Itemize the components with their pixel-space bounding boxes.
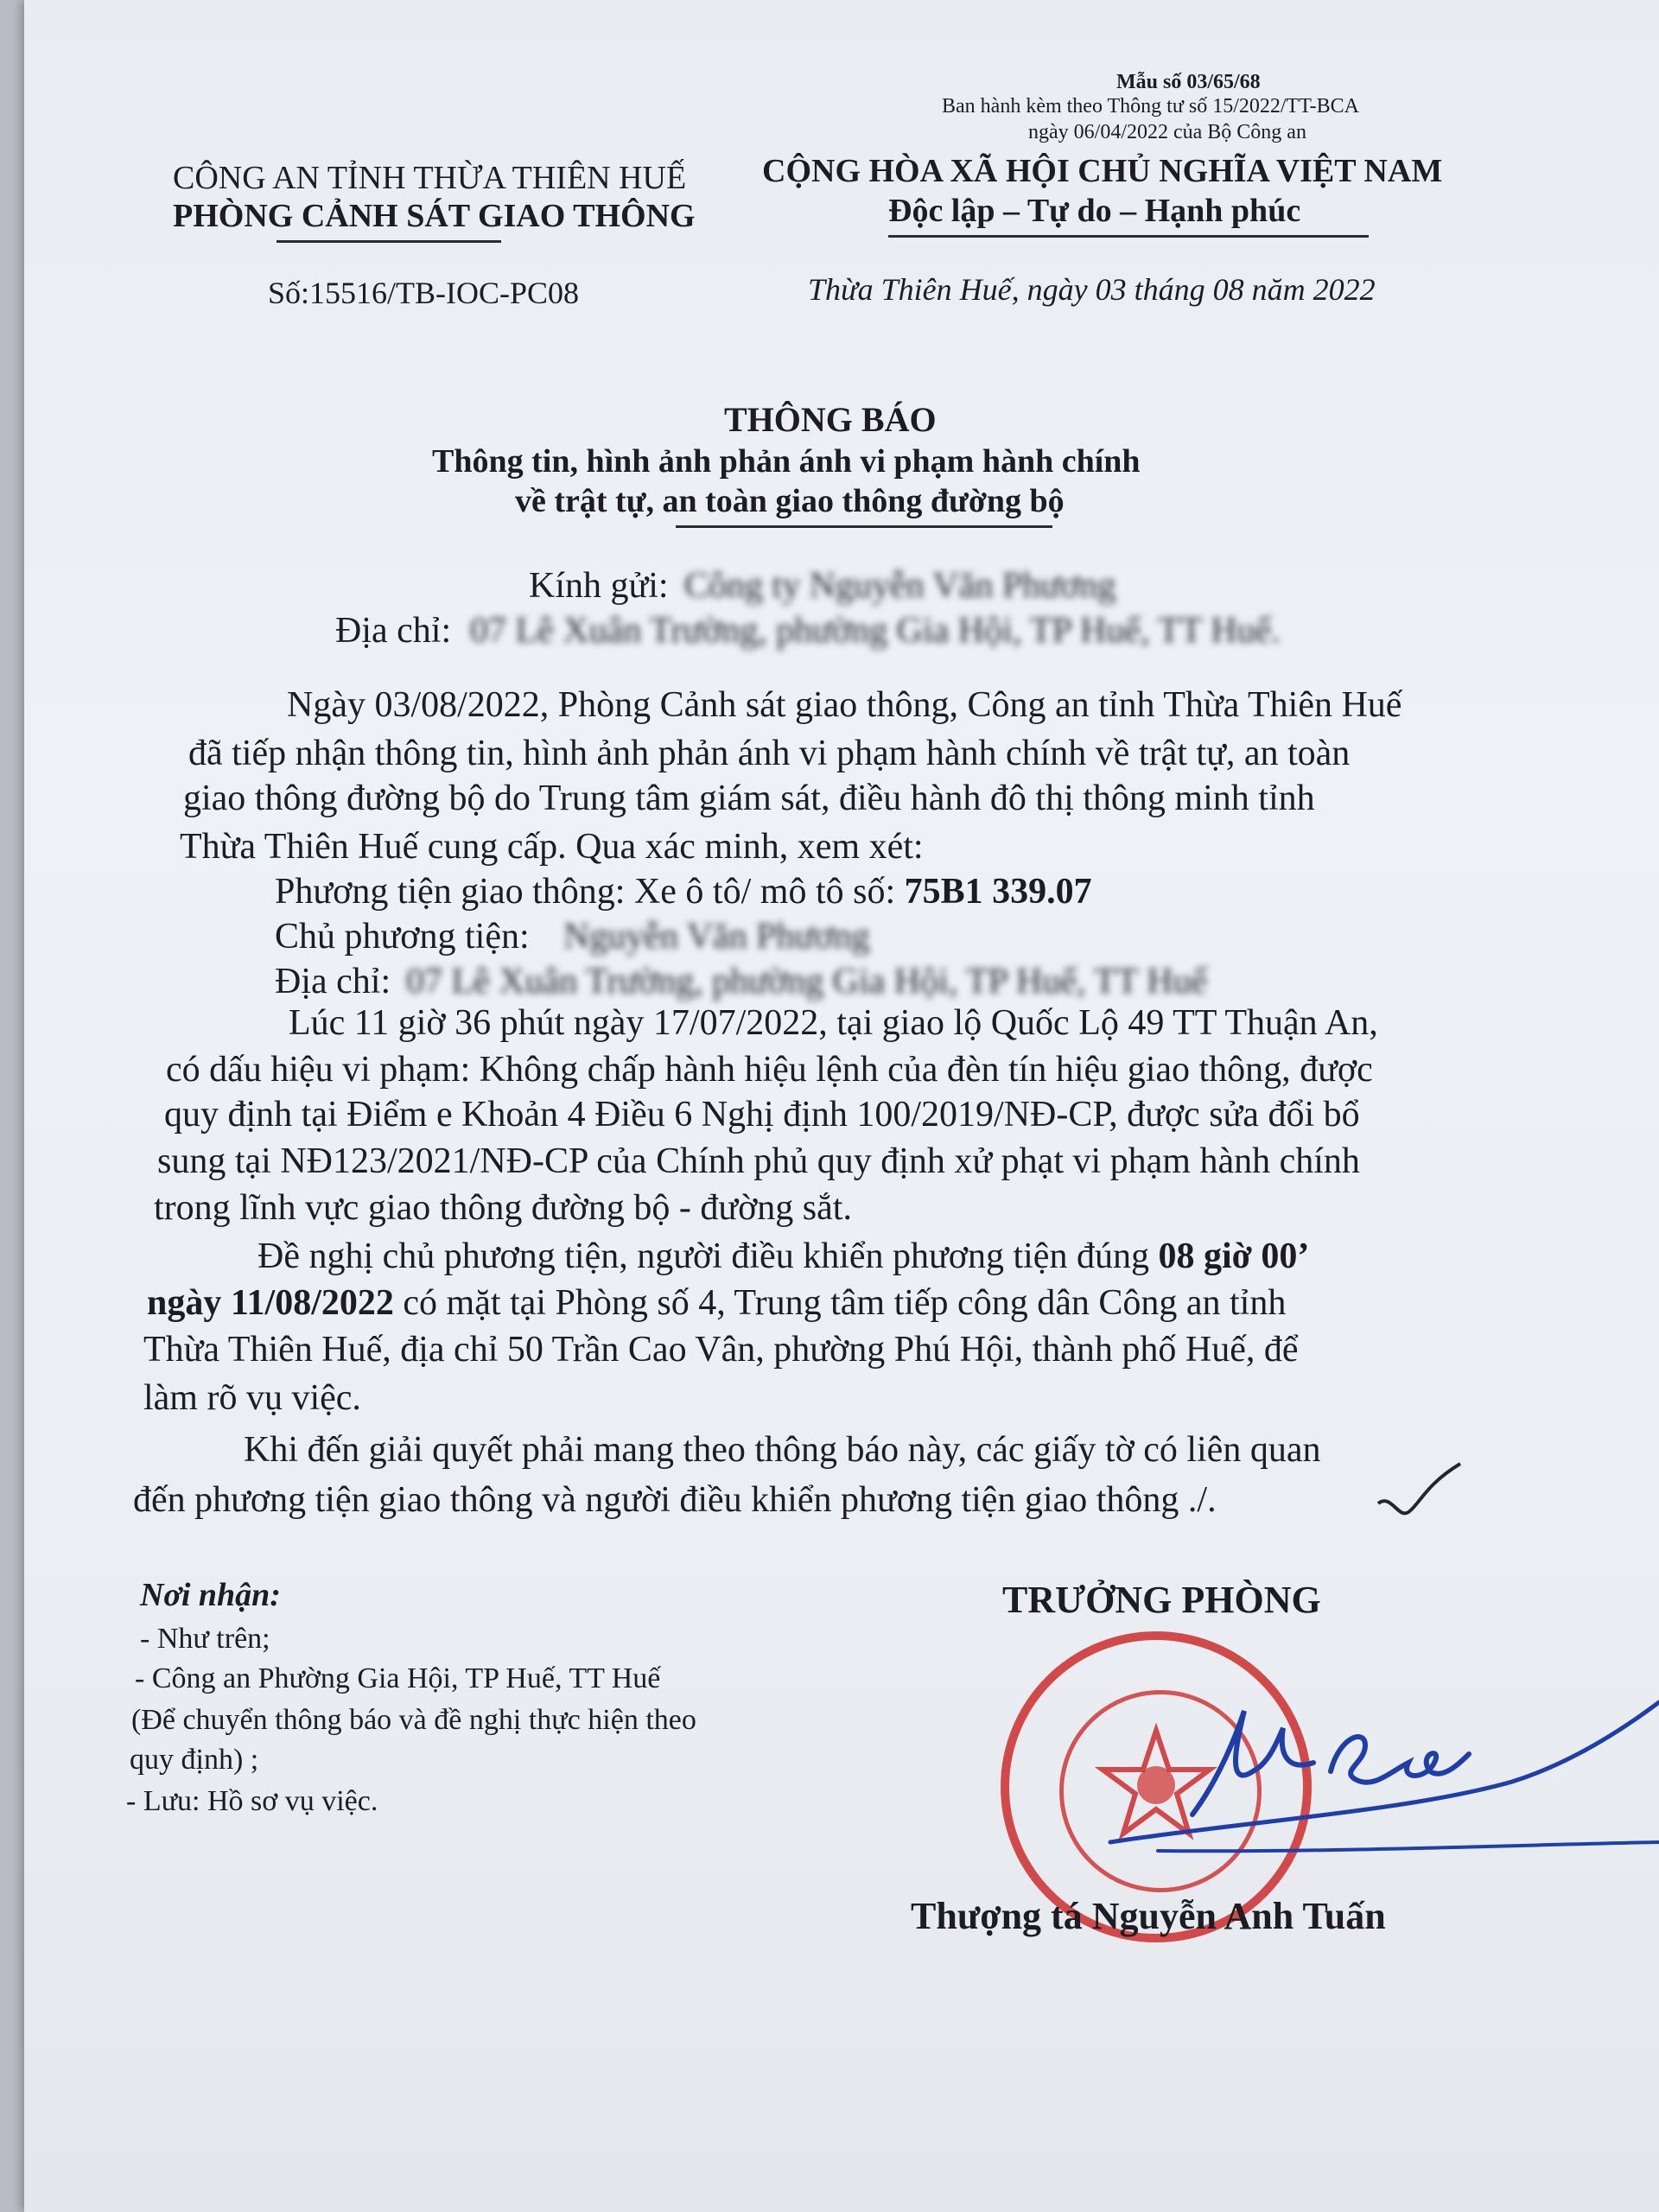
appointment-place: có mặt tại Phòng số 4, Trung tâm tiếp công dân Công an tỉnh — [393, 1283, 1287, 1323]
vehicle-plate: 75B1 339.07 — [904, 872, 1092, 912]
recipients-item: - Lưu: Hồ sơ vụ việc. — [126, 1785, 378, 1817]
recipients-heading: Nơi nhận: — [140, 1577, 281, 1613]
appointment-text: Đề nghị chủ phương tiện, người điều khiển phương tiện đúng — [257, 1236, 1159, 1276]
body-line: đến phương tiện giao thông và người điều khiển phương tiện giao thông ./. — [133, 1480, 1217, 1520]
owner-address: 07 Lê Xuân Trường, phường Gia Hội, TP Huế, TT Huế — [406, 962, 1208, 1001]
notice-subtitle-1: Thông tin, hình ảnh phản ánh vi phạm hành chính — [432, 443, 1141, 480]
appointment-date: ngày 11/08/2022 — [147, 1283, 394, 1323]
recipient-address-label: Địa chỉ: — [335, 611, 452, 651]
body-line: Thừa Thiên Huế, địa chỉ 50 Trần Cao Vân, phường Phú Hội, thành phố Huế, để — [143, 1330, 1299, 1370]
body-line: Thừa Thiên Huế cung cấp. Qua xác minh, xem xét: — [180, 827, 924, 867]
signer-role: TRƯỞNG PHÒNG — [1002, 1579, 1321, 1621]
initial-mark — [1374, 1459, 1469, 1528]
body-line: đã tiếp nhận thông tin, hình ảnh phản ánh vi phạm hành chính về trật tự, an toàn — [188, 734, 1351, 773]
body-line: Khi đến giải quyết phải mang theo thông báo này, các giấy tờ có liên quan — [244, 1430, 1321, 1470]
notice-subtitle-2: về trật tự, an toàn giao thông đường bộ — [515, 483, 1065, 519]
form-issued-line2: ngày 06/04/2022 của Bộ Công an — [1028, 121, 1306, 143]
body-line: có dấu hiệu vi phạm: Không chấp hành hiệu lệnh của đèn tín hiệu giao thông, được — [166, 1050, 1373, 1090]
owner-name: Nguyễn Văn Phương — [563, 917, 870, 957]
recipients-item: quy định) ; — [130, 1744, 259, 1776]
document-number: Số:15516/TB-IOC-PC08 — [268, 276, 580, 310]
body-line: sung tại NĐ123/2021/NĐ-CP của Chính phủ quy định xử phạt vi phạm hành chính — [157, 1141, 1360, 1181]
title-underline — [676, 525, 1052, 528]
body-line: giao thông đường bộ do Trung tâm giám sát, điều hành đô thị thông minh tỉnh — [183, 779, 1315, 818]
body-line: Lúc 11 giờ 36 phút ngày 17/07/2022, tại giao lộ Quốc Lộ 49 TT Thuận An, — [289, 1003, 1378, 1043]
nation-motto: Độc lập – Tự do – Hạnh phúc — [888, 193, 1301, 229]
motto-underline — [888, 235, 1369, 238]
form-issued-line1: Ban hành kèm theo Thông tư số 15/2022/TT-BCA — [942, 95, 1359, 118]
vehicle-label: Phương tiện giao thông: Xe ô tô/ mô tô số: — [275, 872, 905, 912]
notice-title: THÔNG BÁO — [724, 400, 937, 439]
recipient-name: Công ty Nguyễn Văn Phương — [684, 566, 1116, 606]
agency-name: CÔNG AN TỈNH THỪA THIÊN HUẾ — [173, 160, 687, 196]
agency-underline — [276, 240, 501, 243]
body-line: làm rõ vụ việc. — [143, 1378, 361, 1418]
recipients-item: (Để chuyển thông báo và đề nghị thực hiện theo — [131, 1704, 696, 1736]
recipients-item: - Công an Phường Gia Hội, TP Huế, TT Huế — [135, 1662, 661, 1694]
appointment-time: 08 giờ 00’ — [1158, 1236, 1310, 1276]
agency-department: PHÒNG CẢNH SÁT GIAO THÔNG — [173, 198, 696, 234]
form-code: Mẫu số 03/65/68 — [1116, 71, 1261, 93]
document-date: Thừa Thiên Huế, ngày 03 tháng 08 năm 2022 — [808, 272, 1376, 307]
owner-address-label: Địa chỉ: — [275, 962, 391, 1001]
body-line: trong lĩnh vực giao thông đường bộ - đường sắt. — [154, 1188, 852, 1228]
appointment-line-2 — [147, 1282, 1286, 1324]
handwritten-signature — [1106, 1642, 1659, 1866]
owner-label: Chủ phương tiện: — [275, 917, 530, 957]
body-line: Ngày 03/08/2022, Phòng Cảnh sát giao thông, Công an tỉnh Thừa Thiên Huế — [287, 685, 1402, 725]
recipients-item: - Như trên; — [140, 1623, 270, 1655]
appointment-line-1 — [257, 1236, 1309, 1277]
recipient-address: 07 Lê Xuân Trường, phường Gia Hội, TP Huế, TT Huế. — [470, 611, 1281, 651]
recipient-label: Kính gửi: — [529, 566, 669, 606]
signer-name: Thượng tá Nguyễn Anh Tuấn — [911, 1895, 1386, 1937]
vehicle-line — [275, 871, 1092, 912]
nation-title: CỘNG HÒA XÃ HỘI CHỦ NGHĨA VIỆT NAM — [762, 153, 1443, 189]
body-line: quy định tại Điểm e Khoản 4 Điều 6 Nghị định 100/2019/NĐ-CP, được sửa đổi bổ — [164, 1095, 1360, 1135]
